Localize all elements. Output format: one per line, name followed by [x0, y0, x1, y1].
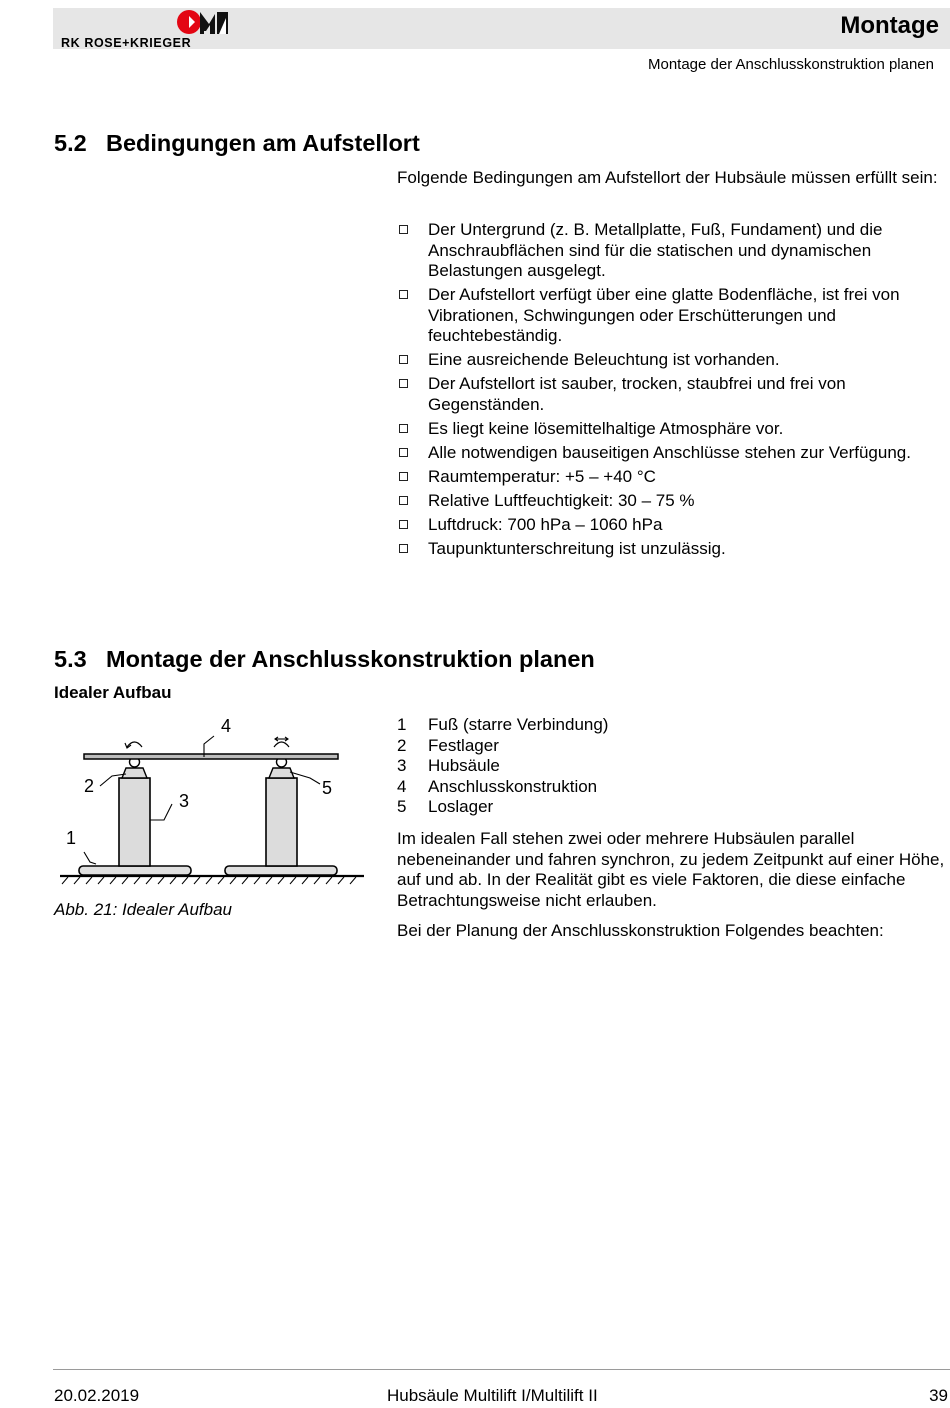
- legend-item: 5 Loslager: [397, 797, 494, 816]
- ideal-case-paragraph: Im idealen Fall stehen zwei oder mehrere Hubsäulen parallel nebeneinander und fahren synchron, zu jedem Zeitpunkt auf einer Höhe, auf und ab. In der Realität gibt es viele Faktoren, die diese einfache Betrachtungsweise nicht erlauben.: [397, 829, 945, 910]
- logo-wordmark: RK ROSE+KRIEGER: [61, 36, 192, 50]
- floor-hatching: [62, 877, 356, 884]
- figure-label-4: 4: [221, 716, 232, 736]
- foot-left: [79, 866, 191, 875]
- figure-label-1: 1: [66, 828, 77, 848]
- list-item: Alle notwendigen bauseitigen Anschlüsse stehen zur Verfügung.: [397, 443, 950, 464]
- section-heading-5-3: [54, 646, 595, 673]
- section-title: Bedingungen am Aufstellort: [106, 130, 420, 156]
- conditions-list: [397, 220, 950, 563]
- list-item: Der Aufstellort verfügt über eine glatte Bodenfläche, ist frei von Vibrationen, Schwingungen oder Erschütterungen und feuchtebeständig.: [397, 285, 950, 347]
- subheading: Idealer Aufbau: [54, 683, 172, 702]
- bullet-square-icon: [399, 379, 408, 388]
- figure-label-2: 2: [84, 776, 95, 796]
- fixed-bearing-housing: [122, 768, 147, 778]
- footer-product: Hubsäule Multilift I/Multilift II: [387, 1386, 598, 1405]
- legend-item: 3 Hubsäule: [397, 756, 500, 775]
- floating-bearing-housing: [269, 768, 294, 778]
- footer-divider: [53, 1369, 950, 1370]
- bullet-square-icon: [399, 472, 408, 481]
- section-number: 5.3: [54, 646, 87, 672]
- lifting-column-left: [119, 778, 150, 866]
- leader-line-1: [84, 852, 96, 864]
- bullet-square-icon: [399, 448, 408, 457]
- ideal-setup-figure: [54, 712, 366, 892]
- bullet-square-icon: [399, 544, 408, 553]
- planning-paragraph: Bei der Planung der Anschlusskonstruktion Folgendes beachten:: [397, 921, 884, 940]
- figure-caption: Abb. 21: Idealer Aufbau: [54, 900, 233, 919]
- bullet-square-icon: [399, 520, 408, 529]
- bullet-square-icon: [399, 355, 408, 364]
- figure-label-3: 3: [179, 791, 190, 811]
- list-item: Der Untergrund (z. B. Metallplatte, Fuß, Fundament) und die Anschraubflächen sind für die statischen und dynamischen Belastungen ausgelegt.: [397, 220, 950, 282]
- bullet-square-icon: [399, 424, 408, 433]
- list-item: Der Aufstellort ist sauber, trocken, staubfrei und frei von Gegenständen.: [397, 374, 950, 415]
- foot-right: [225, 866, 337, 875]
- list-item: Taupunktunterschreitung ist unzulässig.: [397, 539, 950, 560]
- figure-legend: [397, 715, 608, 818]
- bullet-square-icon: [399, 496, 408, 505]
- rotation-arrow-icon: [274, 742, 289, 747]
- intro-paragraph: Folgende Bedingungen am Aufstellort der Hubsäule müssen erfüllt sein:: [397, 168, 938, 187]
- connection-structure: [84, 754, 338, 759]
- bullet-square-icon: [399, 225, 408, 234]
- list-item: Es liegt keine lösemittelhaltige Atmosphäre vor.: [397, 419, 950, 440]
- list-item: Eine ausreichende Beleuchtung ist vorhanden.: [397, 350, 950, 371]
- legend-item: 2 Festlager: [397, 735, 499, 755]
- legend-item: 1 Fuß (starre Verbindung): [397, 715, 609, 734]
- page-number: 39: [929, 1386, 948, 1405]
- section-heading-5-2: [54, 130, 420, 157]
- lifting-column-right: [266, 778, 297, 866]
- chapter-title: Montage: [840, 12, 939, 39]
- list-item: Relative Luftfeuchtigkeit: 30 – 75 %: [397, 491, 950, 512]
- footer-date: 20.02.2019: [54, 1386, 140, 1405]
- legend-item: 4 Anschlusskonstruktion: [397, 776, 598, 796]
- list-item: Raumtemperatur: +5 – +40 °C: [397, 467, 950, 488]
- section-title: Montage der Anschlusskonstruktion planen: [106, 646, 595, 672]
- section-number: 5.2: [54, 130, 87, 156]
- bullet-square-icon: [399, 290, 408, 299]
- list-item: Luftdruck: 700 hPa – 1060 hPa: [397, 515, 950, 536]
- rose-krieger-logo-icon: [175, 8, 230, 36]
- leader-line-3: [150, 804, 172, 820]
- section-subtitle: Montage der Anschlusskonstruktion planen: [647, 56, 934, 73]
- figure-label-5: 5: [322, 778, 333, 798]
